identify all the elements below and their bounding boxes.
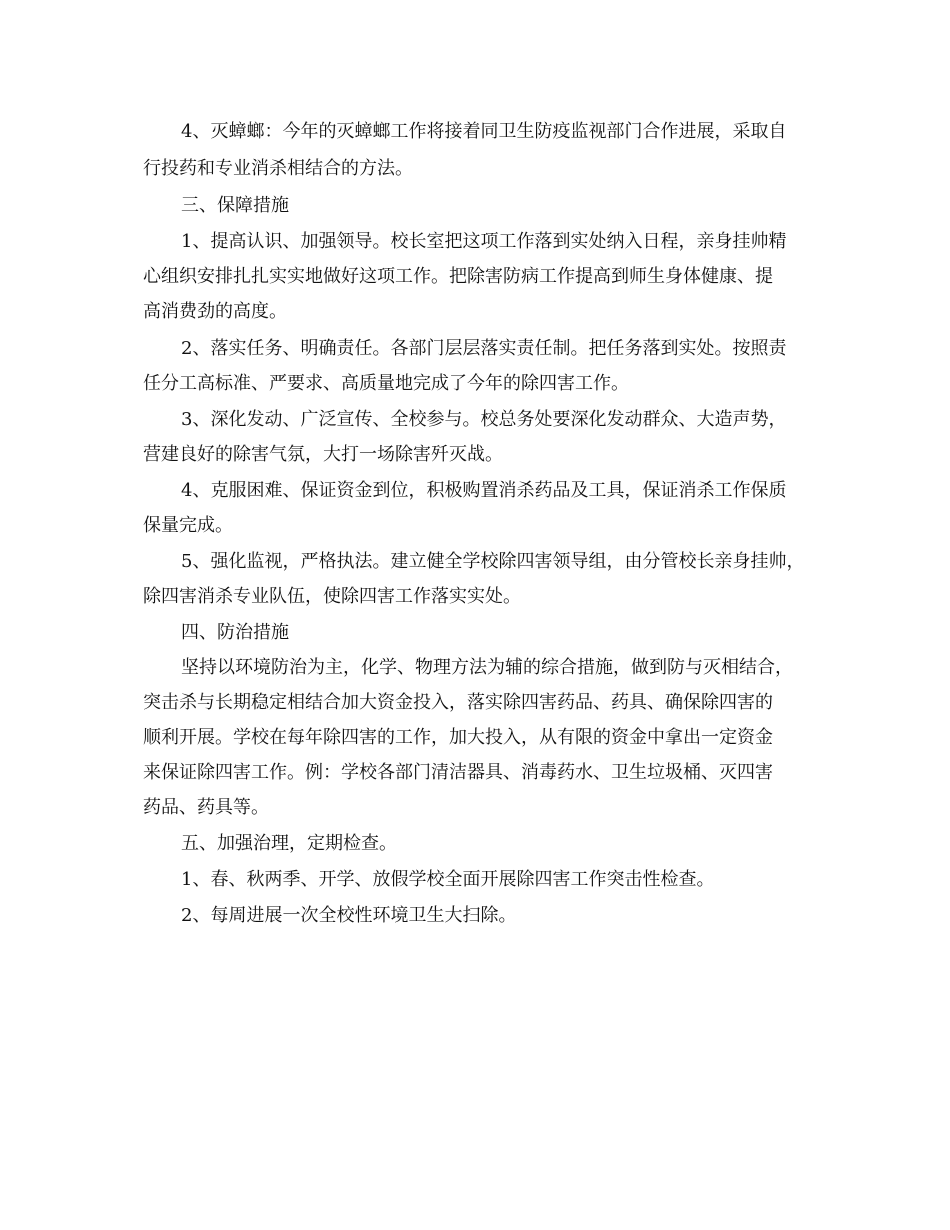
- paragraph-line: 1、春、秋两季、开学、放假学校全面开展除四害工作突击性检查。: [181, 869, 715, 890]
- paragraph-line: 突击杀与长期稳定相结合加大资金投入，落实除四害药品、药具、确保除四害的: [143, 692, 773, 713]
- paragraph-line: 4、克服困难、保证资金到位，积极购置消杀药品及工具，保证消杀工作保质: [181, 480, 787, 501]
- paragraph-line: 坚持以环境防治为主，化学、物理方法为辅的综合措施，做到防与灭相结合，: [181, 657, 793, 678]
- paragraph-line: 高消费劲的高度。: [143, 301, 287, 322]
- paragraph-line: 营建良好的除害气氛，大打一场除害歼灭战。: [143, 444, 503, 465]
- section-heading: 四、防治措施: [181, 622, 289, 643]
- paragraph-line: 1、提高认识、加强领导。校长室把这项工作落到实处纳入日程，亲身挂帅精: [181, 231, 787, 252]
- paragraph-line: 4、灭蟑螂：今年的灭蟑螂工作将接着同卫生防疫监视部门合作进展，采取自: [181, 121, 787, 142]
- paragraph-line: 除四害消杀专业队伍，使除四害工作落实实处。: [143, 586, 521, 607]
- paragraph-line: 药品、药具等。: [143, 797, 269, 818]
- paragraph-line: 心组织安排扎扎实实地做好这项工作。把除害防病工作提高到师生身体健康、提: [143, 266, 773, 287]
- section-heading: 五、加强治理，定期检查。: [181, 833, 397, 854]
- paragraph-line: 2、落实任务、明确责任。各部门层层落实责任制。把任务落到实处。按照责: [181, 338, 787, 359]
- section-heading: 三、保障措施: [181, 195, 289, 216]
- paragraph-line: 3、深化发动、广泛宣传、全校参与。校总务处要深化发动群众、大造声势，: [181, 409, 787, 430]
- paragraph-line: 任分工高标准、严要求、高质量地完成了今年的除四害工作。: [143, 373, 629, 394]
- paragraph-line: 顺利开展。学校在每年除四害的工作，加大投入，从有限的资金中拿出一定资金: [143, 727, 773, 748]
- paragraph-line: 保量完成。: [143, 515, 233, 536]
- paragraph-line: 5、强化监视，严格执法。建立健全学校除四害领导组，由分管校长亲身挂帅，: [181, 551, 805, 572]
- paragraph-line: 2、每周进展一次全校性环境卫生大扫除。: [181, 905, 517, 926]
- paragraph-line: 行投药和专业消杀相结合的方法。: [143, 158, 413, 179]
- paragraph-line: 来保证除四害工作。例：学校各部门清洁器具、消毒药水、卫生垃圾桶、灭四害: [143, 762, 773, 783]
